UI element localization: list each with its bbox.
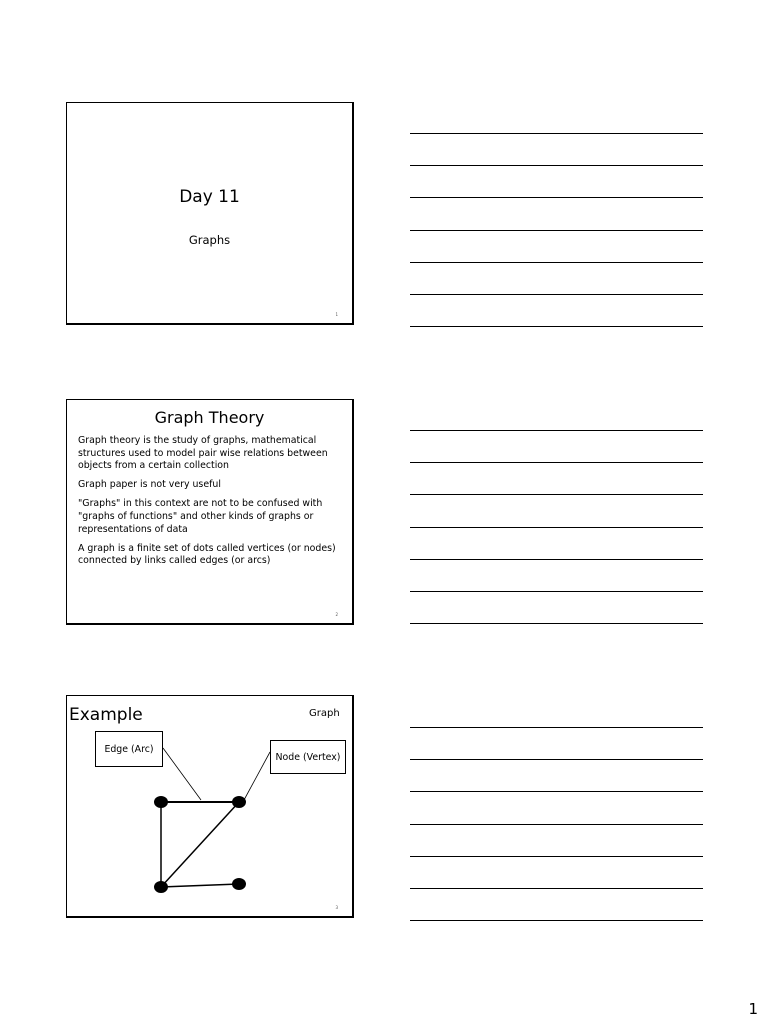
graph-node xyxy=(232,878,246,890)
graph-node xyxy=(154,881,168,893)
slide-1 xyxy=(66,102,354,325)
note-line xyxy=(410,856,703,857)
note-line xyxy=(410,824,703,825)
note-line xyxy=(410,294,703,295)
bullet-item: "Graphs" in this context are not to be confused with "graphs of functions" and other kinds of graphs or representations of data xyxy=(78,498,323,535)
graph-edge-bottom xyxy=(161,884,239,887)
slide-2 xyxy=(66,399,354,625)
note-line xyxy=(410,230,703,231)
slide-1-title: Day 11 xyxy=(179,187,240,207)
graph-node xyxy=(154,796,168,808)
graph-node xyxy=(232,796,246,808)
note-line xyxy=(410,430,703,431)
note-line xyxy=(410,727,703,728)
slide-3 xyxy=(66,695,354,918)
note-line xyxy=(410,759,703,760)
note-line xyxy=(410,559,703,560)
note-line xyxy=(410,262,703,263)
note-line xyxy=(410,591,703,592)
slide-3-number: 3 xyxy=(335,905,338,910)
edge-callout: Edge (Arc) xyxy=(95,731,163,767)
graph-edge-diagonal xyxy=(161,802,239,887)
slide-1-subtitle: Graphs xyxy=(188,233,231,247)
slide-1-number: 1 xyxy=(335,312,338,317)
note-line xyxy=(410,197,703,198)
bullet-item: Graph theory is the study of graphs, mathematical structures used to model pair wise relations between objects from a certain collection xyxy=(78,435,328,472)
note-line xyxy=(410,462,703,463)
note-line xyxy=(410,791,703,792)
edge-callout-pointer xyxy=(163,748,201,800)
node-callout-pointer xyxy=(244,752,270,800)
bullet-item: A graph is a finite set of dots called vertices (or nodes) connected by links called edges (or arcs) xyxy=(78,542,336,567)
note-line xyxy=(410,920,703,921)
slide-3-title: Example xyxy=(69,705,143,725)
note-line xyxy=(410,888,703,889)
graph-diagram xyxy=(67,696,355,919)
graph-label: Graph xyxy=(309,708,340,719)
note-line xyxy=(410,165,703,166)
note-line xyxy=(410,527,703,528)
note-line xyxy=(410,494,703,495)
note-line xyxy=(410,133,703,134)
slide-2-title: Graph Theory xyxy=(154,408,265,427)
note-line xyxy=(410,326,703,327)
page-number: 1 xyxy=(748,1000,758,1018)
bullet-item: Graph paper is not very useful xyxy=(78,479,221,491)
node-callout: Node (Vertex) xyxy=(270,740,346,774)
slide-2-bullet-list xyxy=(78,435,340,574)
note-line xyxy=(410,623,703,624)
slide-2-number: 2 xyxy=(335,612,338,617)
